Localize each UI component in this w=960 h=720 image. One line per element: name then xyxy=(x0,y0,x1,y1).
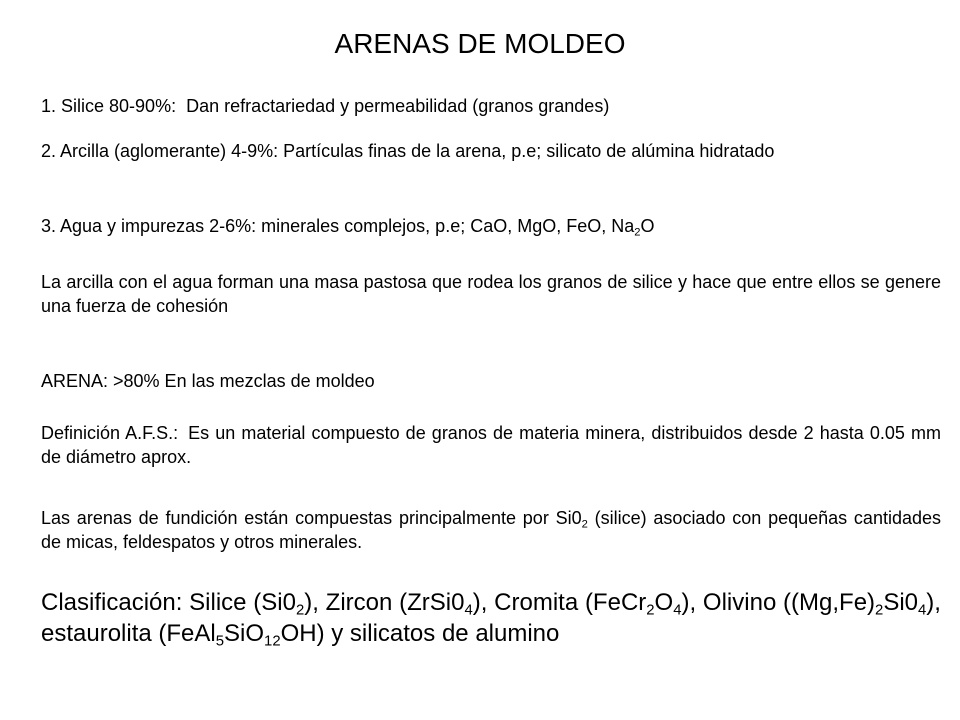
clasificacion-text: ), estaurolita (FeAl xyxy=(41,589,941,647)
clasificacion-subscript: 4 xyxy=(464,602,473,619)
definicion-paragraph xyxy=(41,421,941,469)
item-agua-text-end: O xyxy=(640,216,655,236)
arena-text: ARENA: >80% En las mezclas de moldeo xyxy=(41,371,375,391)
clasificacion-subscript: 2 xyxy=(875,602,884,619)
item-agua-text: 3. Agua y impurezas 2-6%: minerales complejos, p.e; CaO, MgO, FeO, Na xyxy=(41,216,635,236)
clasificacion-text: ), Cromita (FeCr xyxy=(472,589,647,616)
fundicion-subscript: 2 xyxy=(581,518,588,531)
clasificacion-text: O xyxy=(654,589,674,616)
clasificacion-text: Clasificación: Silice (Si0 xyxy=(41,589,296,616)
item-arcilla xyxy=(41,139,941,163)
clasificacion-paragraph xyxy=(41,587,941,649)
clasificacion-text: SiO xyxy=(224,620,265,647)
item-silice-text: Dan refractariedad y permeabilidad (granos grandes) xyxy=(186,96,610,116)
definicion-text: Es un material compuesto de granos de materia minera, distribuidos desde 2 hasta 0.05 mm de diámetro aprox. xyxy=(41,423,941,467)
clasificacion-subscript: 12 xyxy=(264,633,281,650)
arena-paragraph xyxy=(41,369,941,393)
item-silice xyxy=(41,94,941,118)
definicion-label: Definición A.F.S.: xyxy=(41,423,179,443)
fundicion-paragraph xyxy=(41,506,941,554)
fundicion-text-end: (silice) asociado con pequeñas cantidades de micas, feldespatos y otros minerales. xyxy=(41,508,941,552)
item-agua xyxy=(41,214,941,238)
cohesion-text: La arcilla con el agua forman una masa pastosa que rodea los granos de silice y hace que entre ellos se genere una fuerza de cohesión xyxy=(41,272,941,316)
slide-title: ARENAS DE MOLDEO xyxy=(334,28,626,59)
clasificacion-text: OH) y silicatos de alumino xyxy=(280,620,560,647)
fundicion-text: Las arenas de fundición están compuestas principalmente por Si0 xyxy=(41,508,582,528)
item-arcilla-text: 2. Arcilla (aglomerante) 4-9%: Partículas finas de la arena, p.e; silicato de alúmina hidratado xyxy=(41,141,775,161)
clasificacion-subscript: 4 xyxy=(673,602,682,619)
clasificacion-subscript: 4 xyxy=(918,602,927,619)
cohesion-paragraph xyxy=(41,270,941,318)
clasificacion-text: ), Olivino ((Mg,Fe) xyxy=(681,589,876,616)
item-silice-label: 1. Silice 80-90%: xyxy=(41,96,177,116)
clasificacion-text: Si0 xyxy=(883,589,919,616)
clasificacion-text: ), Zircon (ZrSi0 xyxy=(304,589,465,616)
clasificacion-subscript: 2 xyxy=(295,602,305,619)
clasificacion-subscript: 5 xyxy=(215,633,225,650)
item-agua-subscript: 2 xyxy=(634,226,641,239)
clasificacion-subscript: 2 xyxy=(646,602,655,619)
